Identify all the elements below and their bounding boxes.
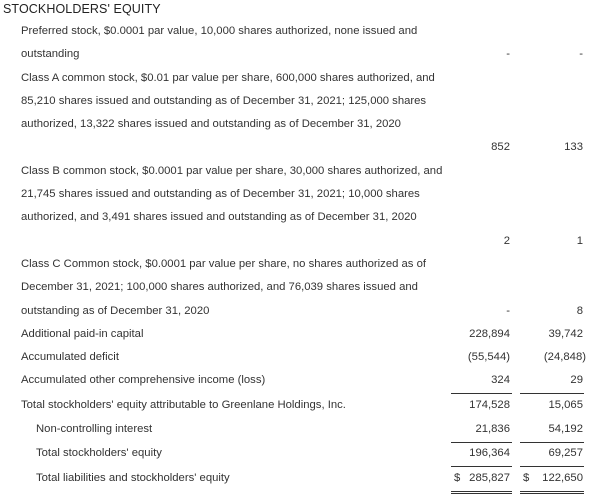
- currency-symbol-2021: $: [454, 472, 461, 484]
- value-2020: 29: [570, 374, 583, 386]
- row-label: Class B common stock, $0.0001 par value per share, 30,000 shares authorized, and 21,745 shares issued and outstanding as of December 31, 2021; 10,000 shares authorized, and 3,491 shares issued and outstanding as of December 31, 2020: [21, 164, 443, 224]
- value-2021: -: [506, 304, 510, 317]
- row-label: Additional paid-in capital: [21, 327, 144, 340]
- value-2020: 1: [576, 234, 583, 247]
- value-2021: 324: [491, 374, 510, 386]
- double-rule-2021: [451, 491, 512, 494]
- value-2020: 133: [564, 141, 583, 154]
- row-label: Total liabilities and stockholders' equity: [36, 472, 230, 484]
- value-2021: 2: [503, 234, 510, 247]
- value-2021: 852: [491, 141, 510, 154]
- value-2021: 285,827: [469, 472, 510, 484]
- value-2021: -: [506, 48, 510, 61]
- row-label: Total stockholders' equity: [36, 447, 162, 459]
- row-label: Total stockholders' equity attributable to Greenlane Holdings, Inc.: [21, 399, 346, 411]
- row-label: Class C Common stock, $0.0001 par value per share, no shares authorized as of December 31, 2021; 100,000 shares authorized, and 76,039 shares issued and outstanding as of December 31, 2020: [21, 258, 427, 317]
- value-2020: 15,065: [548, 399, 583, 411]
- value-2021: (55,544): [467, 350, 510, 363]
- value-2021: 196,364: [469, 447, 510, 459]
- double-rule-2020: [520, 491, 584, 494]
- value-2020: 54,192: [548, 423, 583, 435]
- value-2021: 21,836: [475, 423, 510, 435]
- value-2020: -: [579, 48, 583, 61]
- row-label: Accumulated other comprehensive income (loss): [21, 374, 266, 386]
- value-2020: 122,650: [542, 472, 583, 484]
- value-2020: (24,848): [543, 350, 586, 363]
- currency-symbol-2020: $: [523, 472, 530, 484]
- row-label: Accumulated deficit: [21, 350, 119, 363]
- row-label: Preferred stock, $0.0001 par value, 10,000 shares authorized, none issued and outstanding: [21, 25, 418, 61]
- row-label: Non-controlling interest: [36, 423, 153, 435]
- value-2020: 39,742: [548, 327, 583, 340]
- value-2021: 174,528: [469, 399, 510, 411]
- row-label: Class A common stock, $0.01 par value per share, 600,000 shares authorized, and 85,210 shares issued and outstanding as of December 31, 2021; 125,000 shares authorized, 13,322 shares issued and outstanding as of December 31, 2020: [21, 71, 435, 131]
- value-2020: 8: [576, 304, 583, 317]
- section-heading: STOCKHOLDERS' EQUITY: [3, 2, 161, 16]
- value-2020: 69,257: [548, 447, 583, 459]
- value-2021: 228,894: [469, 327, 510, 340]
